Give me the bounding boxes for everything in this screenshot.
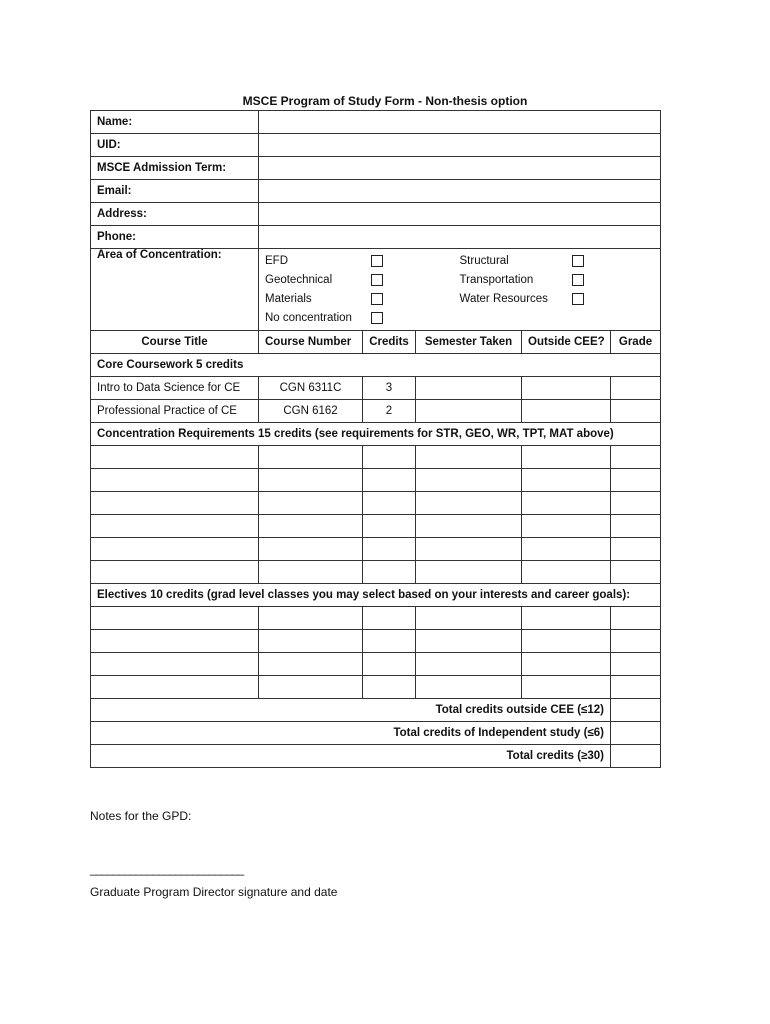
total-credits-value[interactable]: [611, 745, 661, 768]
email-label: Email:: [91, 180, 259, 203]
outside-cee-cell[interactable]: [522, 446, 611, 469]
admission-term-label: MSCE Admission Term:: [91, 157, 259, 180]
option-no-concentration[interactable]: No concentration: [265, 308, 460, 327]
uid-label: UID:: [91, 134, 259, 157]
concentration-req-heading-row: [91, 423, 661, 446]
table-row: [91, 492, 661, 515]
grade-cell[interactable]: [611, 446, 661, 469]
semester-cell[interactable]: [416, 446, 522, 469]
credits-cell[interactable]: [363, 469, 416, 492]
outside-cee-cell[interactable]: [522, 607, 611, 630]
uid-field[interactable]: [259, 134, 661, 157]
credits-cell[interactable]: [363, 676, 416, 699]
semester-cell[interactable]: [416, 469, 522, 492]
outside-cee-cell[interactable]: [522, 492, 611, 515]
table-row: [91, 630, 661, 653]
semester-cell[interactable]: [416, 515, 522, 538]
credits-cell[interactable]: [363, 607, 416, 630]
checkbox-geotechnical[interactable]: [371, 274, 383, 286]
semester-cell[interactable]: [416, 492, 522, 515]
admission-term-row: [91, 157, 661, 180]
course-number-cell[interactable]: [259, 630, 363, 653]
grade-cell[interactable]: [611, 676, 661, 699]
name-row: [91, 111, 661, 134]
core-heading-row: [91, 354, 661, 377]
table-row: [91, 446, 661, 469]
outside-cee-cell[interactable]: [522, 515, 611, 538]
semester-cell[interactable]: [416, 377, 522, 400]
credits-cell[interactable]: [363, 515, 416, 538]
option-water-resources[interactable]: Water Resources: [460, 289, 655, 308]
course-title-cell[interactable]: [91, 676, 259, 699]
course-title-cell[interactable]: [91, 446, 259, 469]
credits-cell[interactable]: [363, 492, 416, 515]
course-number-cell[interactable]: [259, 538, 363, 561]
option-geotechnical[interactable]: Geotechnical: [265, 270, 460, 289]
semester-cell[interactable]: [416, 400, 522, 423]
semester-cell[interactable]: [416, 607, 522, 630]
name-label: Name:: [91, 111, 259, 134]
course-number-cell[interactable]: [259, 676, 363, 699]
table-row: [91, 607, 661, 630]
checkbox-water-resources[interactable]: [572, 293, 584, 305]
address-field[interactable]: [259, 203, 661, 226]
elective-course-rows: [91, 607, 661, 699]
concentration-req-heading: Concentration Requirements 15 credits (see requirements for STR, GEO, WR, TPT, MAT above): [91, 423, 661, 446]
table-row: [91, 538, 661, 561]
concentration-options: [259, 249, 661, 331]
table-row: [91, 676, 661, 699]
phone-field[interactable]: [259, 226, 661, 249]
credits-cell[interactable]: [363, 561, 416, 584]
course-title-cell[interactable]: [91, 492, 259, 515]
total-independent-study-row: [91, 722, 661, 745]
semester-cell[interactable]: [416, 653, 522, 676]
notes-label: Notes for the GPD:: [90, 809, 192, 823]
course-title-cell[interactable]: [91, 630, 259, 653]
option-materials[interactable]: Materials: [265, 289, 460, 308]
column-header-row: [91, 331, 661, 354]
total-credits-row: [91, 745, 661, 768]
concentration-row: [91, 249, 661, 331]
table-row: [91, 515, 661, 538]
outside-cee-cell[interactable]: [522, 630, 611, 653]
address-label: Address:: [91, 203, 259, 226]
signature-label: Graduate Program Director signature and date: [90, 885, 338, 899]
grade-cell[interactable]: [611, 607, 661, 630]
col-semester-taken: Semester Taken: [416, 331, 522, 354]
course-number-cell: CGN 6162: [259, 400, 363, 423]
checkbox-efd[interactable]: [371, 255, 383, 267]
course-number-cell: CGN 6311C: [259, 377, 363, 400]
semester-cell[interactable]: [416, 538, 522, 561]
email-field[interactable]: [259, 180, 661, 203]
course-title-cell[interactable]: [91, 653, 259, 676]
course-number-cell[interactable]: [259, 561, 363, 584]
study-form-table: [90, 110, 661, 768]
course-title-cell[interactable]: [91, 538, 259, 561]
credits-cell[interactable]: [363, 630, 416, 653]
concentration-course-rows: [91, 446, 661, 584]
course-number-cell[interactable]: [259, 515, 363, 538]
course-number-cell[interactable]: [259, 653, 363, 676]
total-outside-cee-label: Total credits outside CEE (≤12): [91, 699, 611, 722]
option-transportation[interactable]: Transportation: [460, 270, 655, 289]
grade-cell[interactable]: [611, 492, 661, 515]
total-independent-study-value[interactable]: [611, 722, 661, 745]
grade-cell[interactable]: [611, 653, 661, 676]
email-row: [91, 180, 661, 203]
concentration-label: Area of Concentration:: [91, 249, 259, 331]
checkbox-no-concentration[interactable]: [371, 312, 383, 324]
name-field[interactable]: [259, 111, 661, 134]
grade-cell[interactable]: [611, 538, 661, 561]
course-number-cell[interactable]: [259, 607, 363, 630]
course-number-cell[interactable]: [259, 492, 363, 515]
col-grade: Grade: [611, 331, 661, 354]
course-title-cell[interactable]: [91, 607, 259, 630]
col-course-number: Course Number: [259, 331, 363, 354]
course-title-cell[interactable]: [91, 561, 259, 584]
course-title-cell: Intro to Data Science for CE: [91, 377, 259, 400]
total-credits-label: Total credits (≥30): [91, 745, 611, 768]
semester-cell[interactable]: [416, 676, 522, 699]
outside-cee-cell[interactable]: [522, 561, 611, 584]
checkbox-structural[interactable]: [572, 255, 584, 267]
course-title-cell[interactable]: [91, 515, 259, 538]
outside-cee-cell[interactable]: [522, 469, 611, 492]
grade-cell[interactable]: [611, 630, 661, 653]
total-outside-cee-row: [91, 699, 661, 722]
table-row: [91, 653, 661, 676]
col-outside-cee: Outside CEE?: [522, 331, 611, 354]
grade-cell[interactable]: [611, 377, 661, 400]
grade-cell[interactable]: [611, 515, 661, 538]
total-outside-cee-value[interactable]: [611, 699, 661, 722]
credits-cell: 3: [363, 377, 416, 400]
phone-row: [91, 226, 661, 249]
admission-term-field[interactable]: [259, 157, 661, 180]
table-row: [91, 561, 661, 584]
semester-cell[interactable]: [416, 561, 522, 584]
grade-cell[interactable]: [611, 400, 661, 423]
course-number-cell[interactable]: [259, 469, 363, 492]
form-title: MSCE Program of Study Form - Non-thesis option: [242, 94, 528, 108]
credits-cell[interactable]: [363, 653, 416, 676]
electives-heading-row: [91, 584, 661, 607]
course-title-cell[interactable]: [91, 469, 259, 492]
signature-line: ___________________________: [90, 862, 244, 876]
outside-cee-cell[interactable]: [522, 653, 611, 676]
outside-cee-cell[interactable]: [522, 538, 611, 561]
outside-cee-cell[interactable]: [522, 676, 611, 699]
outside-cee-cell[interactable]: [522, 400, 611, 423]
semester-cell[interactable]: [416, 630, 522, 653]
option-structural[interactable]: Structural: [460, 251, 655, 270]
core-heading: Core Coursework 5 credits: [91, 354, 661, 377]
grade-cell[interactable]: [611, 469, 661, 492]
phone-label: Phone:: [91, 226, 259, 249]
col-course-title: Course Title: [91, 331, 259, 354]
address-row: [91, 203, 661, 226]
checkbox-materials[interactable]: [371, 293, 383, 305]
total-independent-study-label: Total credits of Independent study (≤6): [91, 722, 611, 745]
checkbox-transportation[interactable]: [572, 274, 584, 286]
table-row: [91, 400, 661, 423]
course-number-cell[interactable]: [259, 446, 363, 469]
option-efd[interactable]: EFD: [265, 251, 460, 270]
course-title-cell: Professional Practice of CE: [91, 400, 259, 423]
table-row: [91, 377, 661, 400]
credits-cell: 2: [363, 400, 416, 423]
electives-heading: Electives 10 credits (grad level classes you may select based on your interests and career goals):: [91, 584, 661, 607]
credits-cell[interactable]: [363, 538, 416, 561]
table-row: [91, 469, 661, 492]
uid-row: [91, 134, 661, 157]
credits-cell[interactable]: [363, 446, 416, 469]
col-credits: Credits: [363, 331, 416, 354]
grade-cell[interactable]: [611, 561, 661, 584]
outside-cee-cell[interactable]: [522, 377, 611, 400]
